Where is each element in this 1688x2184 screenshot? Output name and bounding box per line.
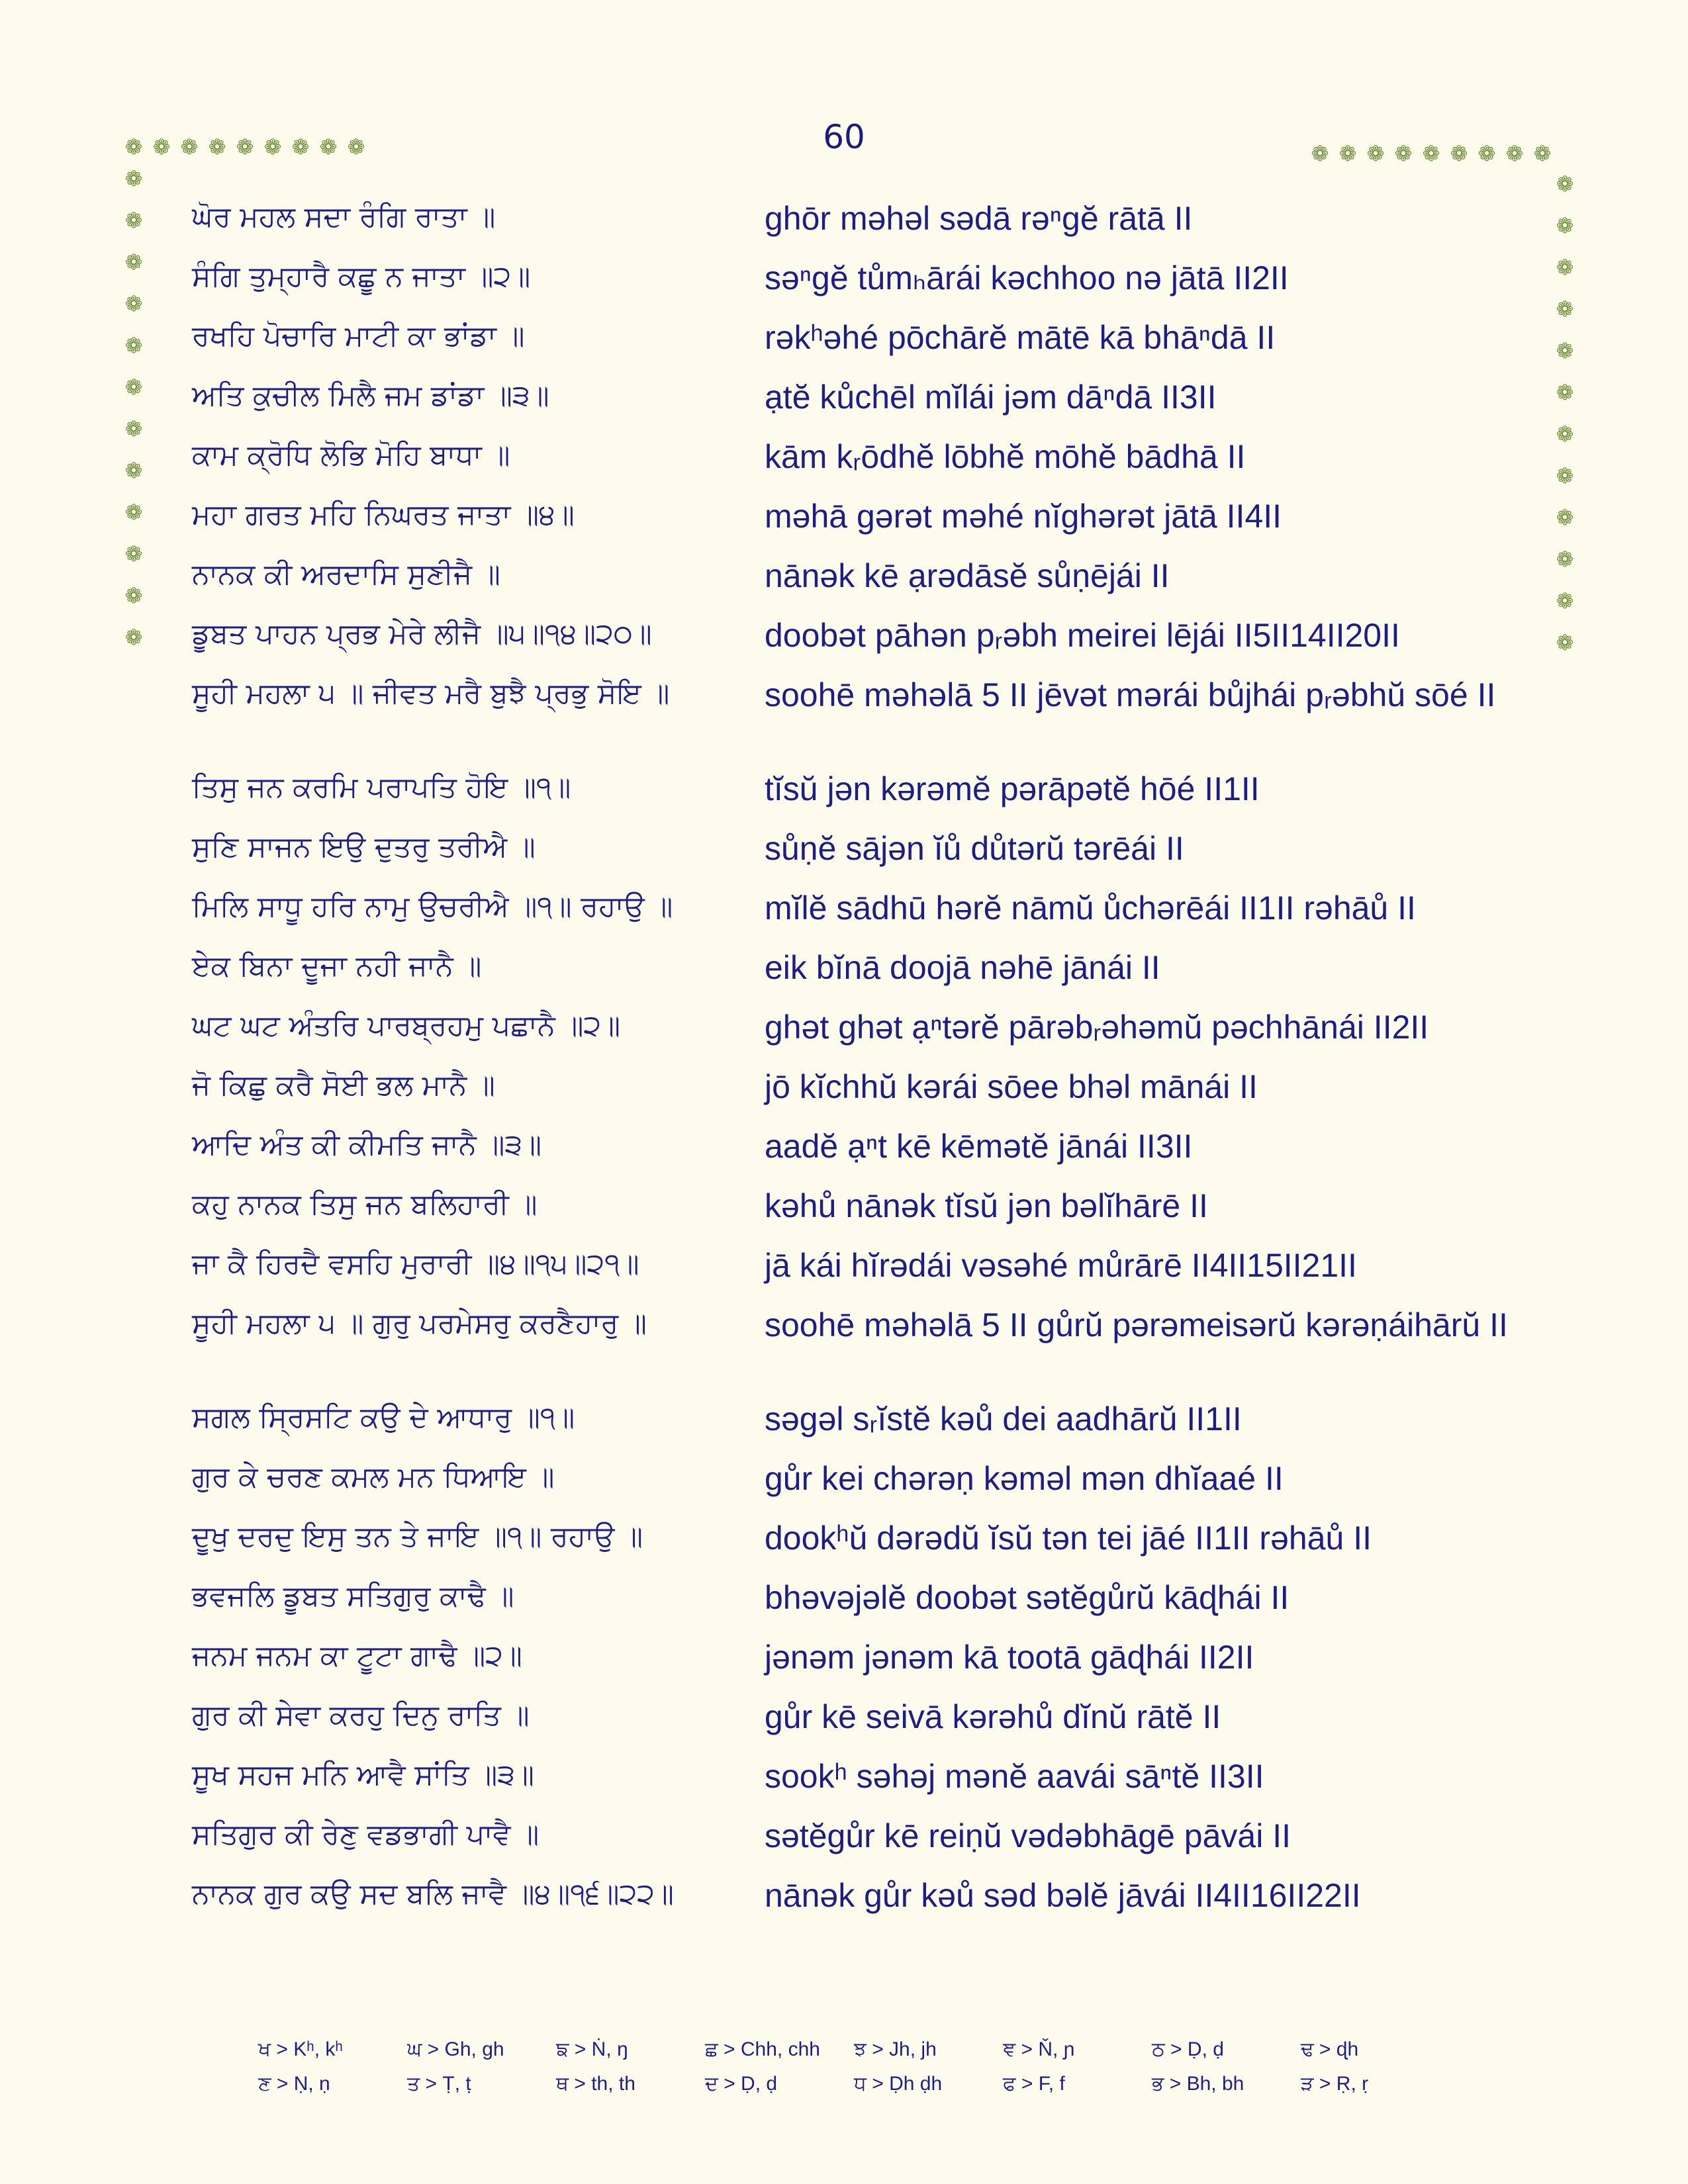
verse-row — [0, 555, 1688, 614]
legend-item: ਘ > Gh, gh — [407, 2038, 504, 2060]
verse-row — [0, 1755, 1688, 1815]
gurmukhi-line: ਸਗਲ ਸ੍ਰਿਸਟਿ ਕਉ ਦੇ ਆਧਾਰੁ ॥੧॥ — [192, 1401, 575, 1434]
transliteration-line: doobət pāhən pᵣəbh meirei lējái II5II14II20II — [765, 617, 1400, 654]
legend-item: ਛ > Chh, chh — [705, 2038, 820, 2060]
flower-ornament-icon: ❁ — [180, 134, 199, 159]
flower-ornament-icon: ❁ — [124, 291, 143, 316]
gurmukhi-line: ਕਹੁ ਨਾਨਕ ਤਿਸੁ ਜਨ ਬਲਿਹਾਰੀ ॥ — [192, 1188, 538, 1221]
flower-ornament-icon: ❁ — [124, 583, 143, 608]
transliteration-line: tĭsŭ jən kərəmĕ pərāpətĕ hōé II1II — [765, 770, 1260, 807]
flower-ornament-icon: ❁ — [319, 134, 338, 159]
flower-ornament-icon: ❁ — [1505, 141, 1524, 166]
verse-row — [0, 197, 1688, 257]
flower-ornament-icon: ❁ — [124, 134, 143, 159]
verse-row — [0, 887, 1688, 946]
transliteration-line: sətĕgůr kē reiṇŭ vədəbhāgē pāvái II — [765, 1817, 1291, 1854]
verse-row — [0, 1398, 1688, 1457]
verse-row — [0, 1006, 1688, 1066]
verse-row — [0, 827, 1688, 887]
verse-row — [0, 495, 1688, 555]
transliteration-line: nānək gůr kəů səd bəlĕ jāvái II4II16II22II — [765, 1877, 1361, 1914]
transliteration-line: bhəvəjəlĕ doobət sətĕgůrŭ kāɖhái II — [765, 1579, 1289, 1616]
transliteration-line: ghōr məhəl sədā rəⁿgĕ rātā II — [765, 200, 1193, 237]
legend-item: ਢ > ɖh — [1301, 2038, 1359, 2060]
gurmukhi-line: ਤਿਸੁ ਜਨ ਕਰਮਿ ਪਰਾਪਤਿ ਹੋਇ ॥੧॥ — [192, 771, 571, 804]
legend-item: ਭ > Bh, bh — [1152, 2073, 1244, 2095]
gurmukhi-line: ਮਿਲਿ ਸਾਧੂ ਹਰਿ ਨਾਮੁ ਉਚਰੀਐ ॥੧॥ ਰਹਾਉ ॥ — [192, 890, 673, 923]
flower-ornament-icon: ❁ — [1394, 141, 1413, 166]
verse-list — [0, 197, 1688, 1934]
flower-ornament-icon: ❁ — [1311, 141, 1329, 166]
flower-ornament-icon: ❁ — [1556, 547, 1574, 572]
transliteration-line: səⁿgĕ tůmₕārái kəchhoo nə jātā II2II — [765, 259, 1289, 296]
gurmukhi-line: ਭਵਜਲਿ ਡੂਬਤ ਸਤਿਗੁਰੁ ਕਾਢੈ ॥ — [192, 1580, 514, 1613]
flower-ornament-icon: ❁ — [1556, 588, 1574, 614]
verse-row — [0, 1244, 1688, 1304]
flower-ornament-icon: ❁ — [1556, 213, 1574, 238]
flower-ornament-icon: ❁ — [1556, 463, 1574, 488]
verse-row — [0, 614, 1688, 674]
transliteration-line: gůr kē seivā kərəhů dĭnŭ rātĕ II — [765, 1698, 1221, 1735]
transliteration-line: jā kái hĭrədái vəsəhé můrārē II4II15II21II — [765, 1247, 1357, 1284]
verse-row — [0, 435, 1688, 495]
flower-ornament-icon: ❁ — [152, 134, 171, 159]
verse-row — [0, 768, 1688, 827]
transliteration-line: sookʰ səhəj mənĕ aavái sāⁿtĕ II3II — [765, 1758, 1264, 1795]
transliteration-line: səgəl sᵣĭstĕ kəů dei aadhārŭ II1II — [765, 1400, 1242, 1437]
gurmukhi-line: ਅਤਿ ਕੁਚੀਲ ਮਿਲੈ ਜਮ ਡਾਂਡਾ ॥੩॥ — [192, 379, 549, 412]
flower-ornament-icon: ❁ — [291, 134, 310, 159]
flower-ornament-icon: ❁ — [1338, 141, 1357, 166]
gurmukhi-line: ਸੂਖ ਸਹਜ ਮਨਿ ਆਵੈ ਸਾਂਤਿ ॥੩॥ — [192, 1758, 534, 1792]
flower-ornament-icon: ❁ — [1556, 630, 1574, 655]
ornament-row — [123, 136, 367, 158]
gurmukhi-line: ਗੁਰ ਕੇ ਚਰਣ ਕਮਲ ਮਨ ਧਿਆਇ ॥ — [192, 1461, 555, 1494]
transliteration-line: kām kᵣōdhĕ lōbhĕ mōhĕ bādhā II — [765, 438, 1246, 475]
flower-ornament-icon: ❁ — [124, 208, 143, 233]
flower-ornament-icon: ❁ — [236, 134, 254, 159]
verse-row — [0, 376, 1688, 435]
flower-ornament-icon: ❁ — [1556, 255, 1574, 280]
flower-ornament-icon: ❁ — [347, 134, 365, 159]
transliteration-line: sůṇĕ sājən ĭů důtərŭ tərēái II — [765, 830, 1184, 867]
legend-row — [258, 2038, 1450, 2073]
flower-ornament-icon: ❁ — [124, 458, 143, 483]
flower-ornament-icon: ❁ — [263, 134, 282, 159]
transliteration-line: rəkʰəhé pōchārĕ mātē kā bhāⁿdā II — [765, 319, 1276, 356]
legend-row — [258, 2073, 1450, 2107]
flower-ornament-icon: ❁ — [1533, 141, 1552, 166]
verse-row — [0, 1517, 1688, 1576]
gurmukhi-line: ਨਾਨਕ ਗੁਰ ਕਉ ਸਦ ਬਲਿ ਜਾਵੈ ॥੪॥੧੬॥੨੨॥ — [192, 1878, 674, 1911]
transliteration-line: nānək kē ạrədāsĕ sůṇējái II — [765, 557, 1170, 594]
legend-item: ਞ > Ň, ɲ — [1003, 2038, 1075, 2060]
gurmukhi-line: ਮਹਾ ਗਰਤ ਮਹਿ ਨਿਘਰਤ ਜਾਤਾ ॥੪॥ — [192, 498, 575, 531]
flower-ornament-icon: ❁ — [1556, 296, 1574, 322]
transliteration-line: eik bĭnā doojā nəhē jānái II — [765, 949, 1160, 986]
transliteration-line: məhā gərət məhé nĭghərət jātā II4II — [765, 498, 1282, 535]
verse-row — [0, 1066, 1688, 1125]
verse-row — [0, 1457, 1688, 1517]
legend-item: ਧ > Ḍh ḍh — [854, 2073, 943, 2095]
legend-item: ਫ > F, f — [1003, 2073, 1065, 2095]
transliteration-line: ạtĕ kůchēl mĭlái jəm dāⁿdā II3II — [765, 379, 1217, 416]
transliteration-legend — [258, 2038, 1450, 2107]
legend-item: ਤ > Ṭ, ṭ — [407, 2073, 471, 2095]
legend-item: ਖ > Kʰ, kʰ — [258, 2038, 343, 2060]
flower-ornament-icon: ❁ — [124, 500, 143, 525]
verse-row — [0, 1304, 1688, 1398]
flower-ornament-icon: ❁ — [1477, 141, 1496, 166]
verse-row — [0, 1636, 1688, 1696]
verse-row — [0, 316, 1688, 376]
ornament-row — [1309, 143, 1553, 164]
gurmukhi-line: ਕਾਮ ਕ੍ਰੋਧਿ ਲੋਭਿ ਮੋਹਿ ਬਾਧਾ ॥ — [192, 439, 510, 472]
legend-item: ਝ > Jh, jh — [854, 2038, 937, 2060]
transliteration-line: soohē məhəlā 5 II jēvət mərái bůjhái pᵣəbhŭ sōé II — [765, 676, 1496, 713]
gurmukhi-line: ਏਕ ਬਿਨਾ ਦੂਜਾ ਨਹੀ ਜਾਨੈ ॥ — [192, 950, 482, 983]
flower-ornament-icon: ❁ — [124, 625, 143, 650]
gurmukhi-line: ਸਤਿਗੁਰ ਕੀ ਰੇਣੁ ਵਡਭਾਗੀ ਪਾਵੈ ॥ — [192, 1818, 539, 1851]
gurmukhi-line: ਨਾਨਕ ਕੀ ਅਰਦਾਸਿ ਸੁਣੀਜੈ ॥ — [192, 558, 500, 591]
flower-ornament-icon: ❁ — [124, 416, 143, 441]
transliteration-line: jō kĭchhŭ kərái sōee bhəl mānái II — [765, 1068, 1258, 1105]
gurmukhi-line: ਦੂਖੁ ਦਰਦੁ ਇਸੁ ਤਨ ਤੇ ਜਾਇ ॥੧॥ ਰਹਾਉ ॥ — [192, 1520, 643, 1553]
verse-row — [0, 946, 1688, 1006]
flower-ornament-icon: ❁ — [1450, 141, 1468, 166]
transliteration-line: mĭlĕ sādhū hərĕ nāmŭ ůchərēái II1II rəhāů II — [765, 889, 1416, 927]
gurmukhi-line: ਘਟ ਘਟ ਅੰਤਰਿ ਪਾਰਬ੍ਰਹਮੁ ਪਛਾਨੈ ॥੨॥ — [192, 1009, 621, 1042]
flower-ornament-icon: ❁ — [1556, 505, 1574, 530]
legend-item: ਣ > Ṇ, ṇ — [258, 2073, 330, 2095]
flower-ornament-icon: ❁ — [1556, 171, 1574, 197]
verse-row — [0, 1815, 1688, 1874]
flower-ornament-icon: ❁ — [124, 541, 143, 567]
flower-ornament-icon: ❁ — [1366, 141, 1385, 166]
gurmukhi-line: ਜਾ ਕੈ ਹਿਰਦੈ ਵਸਹਿ ਮੁਰਾਰੀ ॥੪॥੧੫॥੨੧॥ — [192, 1248, 639, 1281]
transliteration-line: jənəm jənəm kā tootā gāɖhái II2II — [765, 1639, 1254, 1676]
transliteration-line: ghət ghət ạⁿtərĕ pārəbᵣəhəmŭ pəchhānái II2II — [765, 1009, 1429, 1046]
flower-ornament-icon: ❁ — [124, 250, 143, 275]
transliteration-line: aadĕ ạⁿt kē kēmətĕ jānái II3II — [765, 1128, 1193, 1165]
gurmukhi-line: ਡੂਬਤ ਪਾਹਨ ਪ੍ਰਭ ਮੇਰੇ ਲੀਜੈ ॥੫॥੧੪॥੨੦॥ — [192, 617, 652, 651]
flower-ornament-icon: ❁ — [124, 375, 143, 400]
gurmukhi-line: ਸੂਹੀ ਮਹਲਾ ੫ ॥ ਜੀਵਤ ਮਰੈ ਬੁਝੈ ਪ੍ਰਭੁ ਸੋਇ ॥ — [192, 677, 670, 710]
legend-item: ਠ > Ḍ, ḍ — [1152, 2038, 1224, 2060]
gurmukhi-line: ਸੁਣਿ ਸਾਜਨ ਇਉ ਦੁਤਰੁ ਤਰੀਐ ॥ — [192, 831, 536, 864]
verse-row — [0, 257, 1688, 316]
flower-ornament-icon: ❁ — [1556, 422, 1574, 447]
verse-row — [0, 1185, 1688, 1244]
verse-row — [0, 1576, 1688, 1636]
transliteration-line: soohē məhəlā 5 II gůrŭ pərəmeisərŭ kərəṇáihārŭ II — [765, 1306, 1508, 1343]
flower-ornament-icon: ❁ — [124, 166, 143, 191]
transliteration-line: gůr kei chərəṇ kəməl mən dhĭaaé II — [765, 1460, 1284, 1497]
verse-row — [0, 1874, 1688, 1934]
legend-item: ਙ > Ṅ, ŋ — [556, 2038, 628, 2060]
flower-ornament-icon: ❁ — [124, 333, 143, 358]
gurmukhi-line: ਜੋ ਕਿਛੁ ਕਰੈ ਸੋਈ ਭਲ ਮਾਨੈ ॥ — [192, 1069, 495, 1102]
transliteration-line: kəhů nānək tĭsŭ jən bəlĭhārē II — [765, 1187, 1208, 1224]
legend-item: ਦ > Ḍ, ḍ — [705, 2073, 778, 2095]
page-number: 60 — [823, 118, 865, 156]
gurmukhi-line: ਰਖਹਿ ਪੋਚਾਰਿ ਮਾਟੀ ਕਾ ਭਾਂਡਾ ॥ — [192, 320, 525, 353]
flower-ornament-icon: ❁ — [1422, 141, 1440, 166]
flower-ornament-icon: ❁ — [1556, 380, 1574, 405]
gurmukhi-line: ਜਨਮ ਜਨਮ ਕਾ ਟੂਟਾ ਗਾਢੈ ॥੨॥ — [192, 1639, 522, 1672]
gurmukhi-line: ਸੰਗਿ ਤੁਮ੍ਹਾਰੈ ਕਛੂ ਨ ਜਾਤਾ ॥੨॥ — [192, 260, 531, 293]
legend-item: ੜ > Ṛ, ṛ — [1301, 2073, 1369, 2095]
gurmukhi-line: ਸੂਹੀ ਮਹਲਾ ੫ ॥ ਗੁਰੁ ਪਰਮੇਸਰੁ ਕਰਣੈਹਾਰੁ ॥ — [192, 1307, 647, 1340]
verse-row — [0, 674, 1688, 768]
flower-ornament-icon: ❁ — [1556, 338, 1574, 363]
verse-row — [0, 1696, 1688, 1755]
transliteration-line: dookʰŭ dərədŭ ĭsŭ tən tei jāé II1II rəhāů II — [765, 1520, 1372, 1557]
verse-row — [0, 1125, 1688, 1185]
gurmukhi-line: ਘੋਰ ਮਹਲ ਸਦਾ ਰੰਗਿ ਰਾਤਾ ॥ — [192, 201, 496, 234]
gurmukhi-line: ਆਦਿ ਅੰਤ ਕੀ ਕੀਮਤਿ ਜਾਨੈ ॥੩॥ — [192, 1128, 542, 1161]
gurmukhi-line: ਗੁਰ ਕੀ ਸੇਵਾ ਕਰਹੁ ਦਿਨੁ ਰਾਤਿ ॥ — [192, 1699, 530, 1732]
flower-ornament-icon: ❁ — [208, 134, 226, 159]
legend-item: ਥ > th, th — [556, 2073, 635, 2095]
